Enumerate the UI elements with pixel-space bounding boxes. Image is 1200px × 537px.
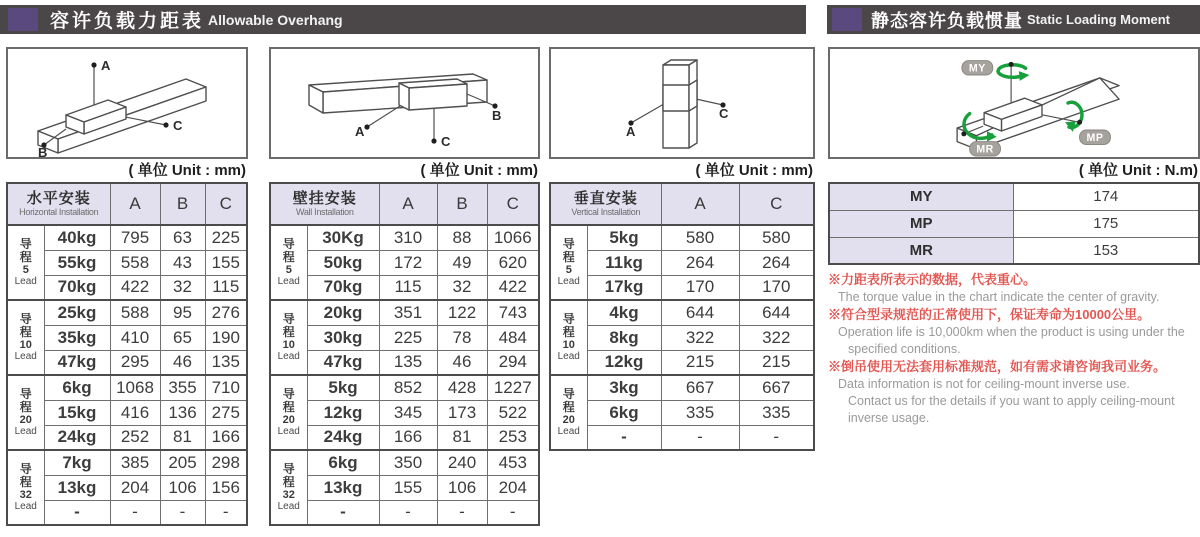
- dimension-value-cell: 1066: [487, 225, 539, 250]
- allowable-overhang-header: [0, 5, 806, 34]
- lead-group-label: 导 程 20 Lead: [7, 375, 44, 450]
- dimension-value-cell: 422: [110, 275, 160, 300]
- dimension-value-cell: 240: [437, 450, 487, 475]
- load-capacity-cell: 70kg: [44, 275, 110, 300]
- dimension-value-cell: 95: [160, 300, 205, 325]
- lead-group-label: 导 程 32 Lead: [270, 450, 307, 525]
- dimension-value-cell: 78: [437, 325, 487, 350]
- dimension-value-cell: 385: [110, 450, 160, 475]
- actuator-isometric-drawing: [271, 49, 538, 157]
- load-capacity-cell: 40kg: [44, 225, 110, 250]
- dimension-value-cell: 46: [437, 350, 487, 375]
- dimension-value-cell: 264: [661, 250, 739, 275]
- lead-group-label: 导 程 32 Lead: [7, 450, 44, 525]
- dimension-value-cell: 1227: [487, 375, 539, 400]
- dimension-value-cell: 155: [205, 250, 247, 275]
- table-title-zh: 垂直安装: [573, 190, 638, 207]
- load-capacity-cell: 12kg: [587, 350, 661, 375]
- dimension-value-cell: 620: [487, 250, 539, 275]
- dimension-value-cell: 355: [160, 375, 205, 400]
- dimension-value-cell: 588: [110, 300, 160, 325]
- dimension-value-cell: 81: [160, 425, 205, 450]
- table-title-cell: [7, 183, 110, 225]
- dimension-value-cell: 264: [739, 250, 814, 275]
- load-capacity-cell: 24kg: [44, 425, 110, 450]
- horizontal-installation-diagram: [6, 47, 248, 159]
- dimension-value-cell: 428: [437, 375, 487, 400]
- table-row: [270, 225, 539, 250]
- point-label-a: A: [355, 124, 365, 139]
- column-header-c: C: [739, 183, 814, 225]
- header-title-zh: 容许负载力距表: [50, 11, 205, 32]
- load-capacity-cell: 5kg: [307, 375, 379, 400]
- dimension-value-cell: 215: [661, 350, 739, 375]
- moment-badge-my: MY: [968, 62, 986, 75]
- dimension-value-cell: 410: [110, 325, 160, 350]
- table-title-cell: [270, 183, 379, 225]
- table-title-zh: 壁挂安装: [292, 190, 357, 207]
- lead-group-label: 导 程 5 Lead: [7, 225, 44, 300]
- load-capacity-cell: 7kg: [44, 450, 110, 475]
- load-capacity-cell: 6kg: [44, 375, 110, 400]
- moment-isometric-drawing: [830, 49, 1198, 157]
- table-row: [550, 350, 814, 375]
- table-header-row: [550, 183, 814, 225]
- note-line: ※倒吊使用无法套用标准规范，如有需求请咨询我司业务。: [828, 359, 1167, 374]
- load-capacity-cell: 17kg: [587, 275, 661, 300]
- table-row: [270, 375, 539, 400]
- table-row: [7, 300, 247, 325]
- moment-label-mr: MR: [829, 237, 1013, 264]
- dimension-value-cell: 215: [739, 350, 814, 375]
- dimension-value-cell: 667: [739, 375, 814, 400]
- dimension-value-cell: 155: [379, 475, 437, 500]
- note-line: Operation life is 10,000km when the product is using under the: [838, 325, 1185, 339]
- dimension-value-cell: 710: [205, 375, 247, 400]
- dimension-value-cell: 253: [487, 425, 539, 450]
- dimension-value-cell: 743: [487, 300, 539, 325]
- table-row: [270, 275, 539, 300]
- moment-value-mr: 153: [1013, 237, 1199, 264]
- load-capacity-cell: 30Kg: [307, 225, 379, 250]
- dimension-value-cell: 32: [160, 275, 205, 300]
- dimension-value-cell: 204: [487, 475, 539, 500]
- dimension-value-cell: 335: [739, 400, 814, 425]
- dimension-value-cell: 205: [160, 450, 205, 475]
- dimension-value-cell: -: [379, 500, 437, 525]
- dimension-value-cell: 416: [110, 400, 160, 425]
- table-row: [7, 225, 247, 250]
- load-capacity-cell: -: [44, 500, 110, 525]
- table-row: [270, 250, 539, 275]
- dimension-value-cell: 294: [487, 350, 539, 375]
- moment-badge-mp: MP: [1086, 132, 1104, 145]
- dimension-value-cell: -: [110, 500, 160, 525]
- dimension-value-cell: 322: [661, 325, 739, 350]
- header-accent-square: [8, 8, 38, 31]
- point-label-b: B: [38, 145, 48, 157]
- note-line: Contact us for the details if you want to apply ceiling-mount: [848, 394, 1175, 408]
- table-title-cell: [550, 183, 661, 225]
- table-row: [270, 350, 539, 375]
- dimension-value-cell: 106: [437, 475, 487, 500]
- moment-value-mp: 175: [1013, 210, 1199, 237]
- lead-group-label: 导 程 10 Lead: [7, 300, 44, 375]
- load-capacity-cell: 35kg: [44, 325, 110, 350]
- dimension-value-cell: 106: [160, 475, 205, 500]
- table-row: [270, 300, 539, 325]
- table-row: [270, 500, 539, 525]
- dimension-value-cell: 204: [110, 475, 160, 500]
- table-row: [550, 275, 814, 300]
- unit-label: ( 单位 Unit : mm): [128, 162, 246, 179]
- dimension-value-cell: 166: [379, 425, 437, 450]
- lead-group-label: 导 程 10 Lead: [270, 300, 307, 375]
- dimension-value-cell: 172: [379, 250, 437, 275]
- dimension-value-cell: -: [661, 425, 739, 450]
- column-header-b: B: [437, 183, 487, 225]
- dimension-value-cell: 135: [205, 350, 247, 375]
- lead-group-label: 导 程 5 Lead: [270, 225, 307, 300]
- dimension-value-cell: 558: [110, 250, 160, 275]
- dimension-value-cell: 190: [205, 325, 247, 350]
- table-title-en: Wall Installation: [295, 207, 354, 217]
- header-title-zh: 静态容许负载惯量: [871, 10, 1023, 31]
- dimension-value-cell: 115: [205, 275, 247, 300]
- dimension-value-cell: 345: [379, 400, 437, 425]
- static-loading-moment-header: [827, 5, 1200, 34]
- load-capacity-cell: 3kg: [587, 375, 661, 400]
- static-loading-moment-section: [828, 47, 1200, 427]
- dimension-value-cell: 580: [661, 225, 739, 250]
- dimension-value-cell: 1068: [110, 375, 160, 400]
- dimension-value-cell: 644: [739, 300, 814, 325]
- dimension-value-cell: 453: [487, 450, 539, 475]
- load-capacity-cell: 13kg: [44, 475, 110, 500]
- note-line: inverse usage.: [848, 411, 930, 425]
- moment-label-my: MY: [829, 183, 1013, 210]
- horizontal-installation-table: [6, 182, 248, 526]
- table-row: [550, 400, 814, 425]
- table-row: [550, 325, 814, 350]
- table-row: [550, 250, 814, 275]
- dimension-value-cell: 46: [160, 350, 205, 375]
- dimension-value-cell: 173: [437, 400, 487, 425]
- moment-label-mp: MP: [829, 210, 1013, 237]
- dimension-value-cell: 65: [160, 325, 205, 350]
- dimension-value-cell: -: [160, 500, 205, 525]
- moment-table: [828, 182, 1200, 265]
- table-row: [270, 475, 539, 500]
- dimension-value-cell: 310: [379, 225, 437, 250]
- dimension-value-cell: 298: [205, 450, 247, 475]
- dimension-value-cell: 852: [379, 375, 437, 400]
- actuator-isometric-drawing: [8, 49, 246, 157]
- dimension-value-cell: 170: [661, 275, 739, 300]
- column-header-b: B: [160, 183, 205, 225]
- moment-diagram: [828, 47, 1200, 159]
- dimension-value-cell: 170: [739, 275, 814, 300]
- table-row: [270, 400, 539, 425]
- moment-badge-mr: MR: [976, 143, 994, 156]
- dimension-value-cell: 351: [379, 300, 437, 325]
- dimension-value-cell: 667: [661, 375, 739, 400]
- point-label-c: C: [173, 118, 183, 133]
- point-label-c: C: [441, 134, 451, 149]
- dimension-value-cell: 43: [160, 250, 205, 275]
- dimension-value-cell: 63: [160, 225, 205, 250]
- dimension-value-cell: 335: [661, 400, 739, 425]
- load-capacity-cell: 5kg: [587, 225, 661, 250]
- load-capacity-cell: 25kg: [44, 300, 110, 325]
- dimension-value-cell: 135: [379, 350, 437, 375]
- column-header-c: C: [205, 183, 247, 225]
- load-capacity-cell: 12kg: [307, 400, 379, 425]
- dimension-value-cell: 422: [487, 275, 539, 300]
- table-row: [550, 225, 814, 250]
- dimension-value-cell: -: [487, 500, 539, 525]
- header-title-en: Allowable Overhang: [208, 11, 343, 28]
- dimension-value-cell: 275: [205, 400, 247, 425]
- wall-installation-section: [269, 47, 540, 526]
- dimension-value-cell: 225: [205, 225, 247, 250]
- load-capacity-cell: 70kg: [307, 275, 379, 300]
- point-label-b: B: [492, 108, 502, 123]
- table-title-en: Horizontal Installation: [19, 207, 99, 217]
- dimension-value-cell: 795: [110, 225, 160, 250]
- note-line: specified conditions.: [848, 342, 961, 356]
- lead-group-label: 导 程 5 Lead: [550, 225, 587, 300]
- load-capacity-cell: 30kg: [307, 325, 379, 350]
- load-capacity-cell: 20kg: [307, 300, 379, 325]
- note-line: ※力距表所表示的数据，代表重心。: [828, 272, 1037, 287]
- table-row: [7, 450, 247, 475]
- table-row: [550, 425, 814, 450]
- load-capacity-cell: -: [307, 500, 379, 525]
- vertical-installation-section: [549, 47, 815, 451]
- load-capacity-cell: 4kg: [587, 300, 661, 325]
- load-capacity-cell: 47kg: [307, 350, 379, 375]
- table-row: [829, 183, 1199, 210]
- lead-group-label: 导 程 20 Lead: [550, 375, 587, 450]
- dimension-value-cell: 156: [205, 475, 247, 500]
- dimension-value-cell: 136: [160, 400, 205, 425]
- dimension-value-cell: 522: [487, 400, 539, 425]
- table-row: [270, 325, 539, 350]
- column-header-a: A: [379, 183, 437, 225]
- note-line: ※符合型录规范的正常使用下，保证寿命为10000公里。: [828, 307, 1151, 322]
- point-label-c: C: [719, 106, 729, 121]
- table-row: [829, 237, 1199, 264]
- moment-value-my: 174: [1013, 183, 1199, 210]
- header-accent-square: [832, 8, 862, 31]
- load-capacity-cell: 6kg: [587, 400, 661, 425]
- dimension-value-cell: 32: [437, 275, 487, 300]
- load-capacity-cell: 13kg: [307, 475, 379, 500]
- table-row: [270, 450, 539, 475]
- dimension-value-cell: 580: [739, 225, 814, 250]
- table-title-zh: 水平安装: [26, 190, 91, 207]
- unit-label: ( 单位 Unit : mm): [695, 162, 813, 179]
- dimension-value-cell: 295: [110, 350, 160, 375]
- header-title-en: Static Loading Moment: [1027, 12, 1170, 27]
- unit-label: ( 单位 Unit : mm): [420, 162, 538, 179]
- wall-installation-table: [269, 182, 540, 526]
- footnotes: [828, 271, 1200, 427]
- load-capacity-cell: 50kg: [307, 250, 379, 275]
- dimension-value-cell: 81: [437, 425, 487, 450]
- vertical-installation-table: [549, 182, 815, 451]
- column-header-a: A: [110, 183, 160, 225]
- note-line: Data information is not for ceiling-mount inverse use.: [838, 377, 1130, 391]
- load-capacity-cell: 11kg: [587, 250, 661, 275]
- vertical-installation-diagram: [549, 47, 815, 159]
- table-title-en: Vertical Installation: [571, 207, 641, 217]
- dimension-value-cell: 322: [739, 325, 814, 350]
- dimension-value-cell: 115: [379, 275, 437, 300]
- unit-label: ( 单位 Unit : N.m): [1078, 162, 1198, 179]
- dimension-value-cell: -: [205, 500, 247, 525]
- lead-group-label: 导 程 20 Lead: [270, 375, 307, 450]
- wall-installation-diagram: [269, 47, 540, 159]
- dimension-value-cell: -: [739, 425, 814, 450]
- table-row: [550, 375, 814, 400]
- load-capacity-cell: 24kg: [307, 425, 379, 450]
- note-line: The torque value in the chart indicate the center of gravity.: [838, 290, 1160, 304]
- table-header-row: [270, 183, 539, 225]
- table-row: [270, 425, 539, 450]
- dimension-value-cell: 350: [379, 450, 437, 475]
- table-row: [550, 300, 814, 325]
- column-header-c: C: [487, 183, 539, 225]
- load-capacity-cell: -: [587, 425, 661, 450]
- load-capacity-cell: 15kg: [44, 400, 110, 425]
- table-row: [7, 375, 247, 400]
- dimension-value-cell: 484: [487, 325, 539, 350]
- table-header-row: [7, 183, 247, 225]
- column-header-a: A: [661, 183, 739, 225]
- dimension-value-cell: 276: [205, 300, 247, 325]
- dimension-value-cell: 252: [110, 425, 160, 450]
- dimension-value-cell: 88: [437, 225, 487, 250]
- load-capacity-cell: 47kg: [44, 350, 110, 375]
- dimension-value-cell: 644: [661, 300, 739, 325]
- lead-group-label: 导 程 10 Lead: [550, 300, 587, 375]
- dimension-value-cell: 225: [379, 325, 437, 350]
- load-capacity-cell: 55kg: [44, 250, 110, 275]
- point-label-a: A: [626, 124, 636, 139]
- actuator-isometric-drawing: [551, 49, 813, 157]
- horizontal-installation-section: [6, 47, 248, 526]
- dimension-value-cell: 166: [205, 425, 247, 450]
- table-row: [829, 210, 1199, 237]
- load-capacity-cell: 8kg: [587, 325, 661, 350]
- dimension-value-cell: 122: [437, 300, 487, 325]
- dimension-value-cell: 49: [437, 250, 487, 275]
- point-label-a: A: [101, 58, 111, 73]
- load-capacity-cell: 6kg: [307, 450, 379, 475]
- dimension-value-cell: -: [437, 500, 487, 525]
